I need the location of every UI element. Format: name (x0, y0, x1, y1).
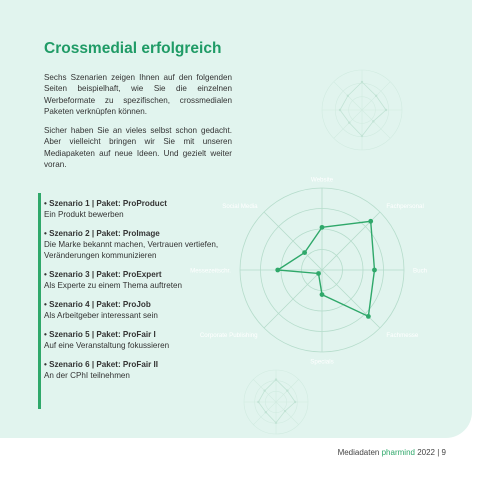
scenario-description: Die Marke bekannt machen, Vertrauen vertiefen, Veränderungen kommunizieren (44, 240, 219, 260)
scenario-description: Ein Produkt bewerben (44, 210, 124, 219)
deco-bottom-grid-spoke (253, 402, 276, 425)
scenario-list (44, 198, 244, 389)
scenario-item (44, 228, 244, 261)
radar-data-point (372, 268, 377, 273)
deco-bottom-point (265, 411, 267, 413)
deco-bottom-point (284, 410, 286, 412)
deco-bottom-point (257, 401, 259, 403)
decorative-radar-top (322, 70, 402, 150)
radar-data-point (302, 250, 307, 255)
deco-top-grid-spoke (362, 110, 390, 138)
deco-top-point (347, 95, 349, 97)
radar-shape (275, 219, 377, 319)
radar-data-point (366, 314, 371, 319)
scenario-list-rule (38, 193, 41, 409)
decorative-radar-bottom (244, 370, 308, 434)
deco-bottom-point (275, 378, 277, 380)
scenario-item (44, 329, 244, 351)
scenario-title: • Szenario 6 | Paket: ProFair II (44, 360, 158, 369)
radar-axis-label: Messezeitschr. (190, 267, 231, 275)
footer-separator: | (437, 448, 440, 457)
radar-axis-label: Specials (310, 358, 334, 366)
deco-bottom-grid-spoke (276, 402, 299, 425)
scenario-description: An der CPhI teilnehmen (44, 371, 130, 380)
scenario-title: • Szenario 4 | Paket: ProJob (44, 300, 151, 309)
scenario-item (44, 269, 244, 291)
scenario-title: • Szenario 1 | Paket: ProProduct (44, 199, 167, 208)
deco-bottom-point (263, 389, 265, 391)
radar-data-polygon (278, 221, 375, 316)
deco-top-point (361, 81, 363, 83)
deco-top-point (348, 122, 350, 124)
radar-axis-label: Corporate Publishing (199, 331, 258, 339)
deco-top-point (385, 109, 387, 111)
scenario-item (44, 198, 244, 220)
radar-data-point (320, 225, 325, 230)
intro-paragraph-1: Sechs Szenarien zeigen Ihnen auf den folgenden Seiten beispielhaft, wie Sie die einzelnen Werbeformate zu spezifischen, crossmedialen Paketen verknüpfen können. (44, 73, 232, 117)
radar-data-point (275, 268, 280, 273)
deco-bottom-point (294, 401, 296, 403)
radar-grid (240, 188, 404, 352)
deco-bottom-point (275, 422, 277, 424)
radar-axis-label: Social Media (222, 203, 258, 211)
footer-brand: pharmind (381, 448, 415, 457)
deco-top-point (372, 120, 374, 122)
radar-data-point (368, 219, 373, 224)
scenario-title: • Szenario 2 | Paket: ProImage (44, 229, 160, 238)
footer-prefix: Mediadaten (337, 448, 380, 457)
radar-axis-label: Buch (413, 267, 428, 275)
deco-bottom-point (286, 389, 288, 391)
page-title: Crossmedial erfolgreich (44, 40, 222, 57)
deco-top-point (361, 135, 363, 137)
radar-axis-label: Website (310, 176, 334, 184)
footer-page-number: 9 (441, 448, 446, 457)
intro-paragraph-2: Sicher haben Sie an vieles selbst schon gedacht. Aber vielleicht bringen wir Sie mit unseren Mediapaketen auf neue Ideen. Und gezielt weiter voran. (44, 126, 232, 170)
footer-year: 2022 (417, 448, 435, 457)
scenario-title: • Szenario 5 | Paket: ProFair I (44, 330, 156, 339)
scenario-description: Als Arbeitgeber interessant sein (44, 311, 158, 320)
deco-top-grid-spoke (334, 110, 362, 138)
scenario-description: Als Experte zu einem Thema auftreten (44, 281, 182, 290)
scenario-description: Auf eine Veranstaltung fokussieren (44, 341, 170, 350)
radar-data-point (316, 271, 321, 276)
deco-top-point (339, 109, 341, 111)
radar-data-point (320, 292, 325, 297)
scenario-item (44, 359, 244, 381)
deco-top-point (375, 95, 377, 97)
page-footer (338, 448, 446, 457)
scenario-item (44, 299, 244, 321)
scenario-title: • Szenario 3 | Paket: ProExpert (44, 270, 162, 279)
radar-axis-label: Fachmesse (386, 331, 419, 339)
radar-axis-label: Fachpersonal (386, 203, 424, 211)
radar-grid-spoke (264, 270, 322, 328)
